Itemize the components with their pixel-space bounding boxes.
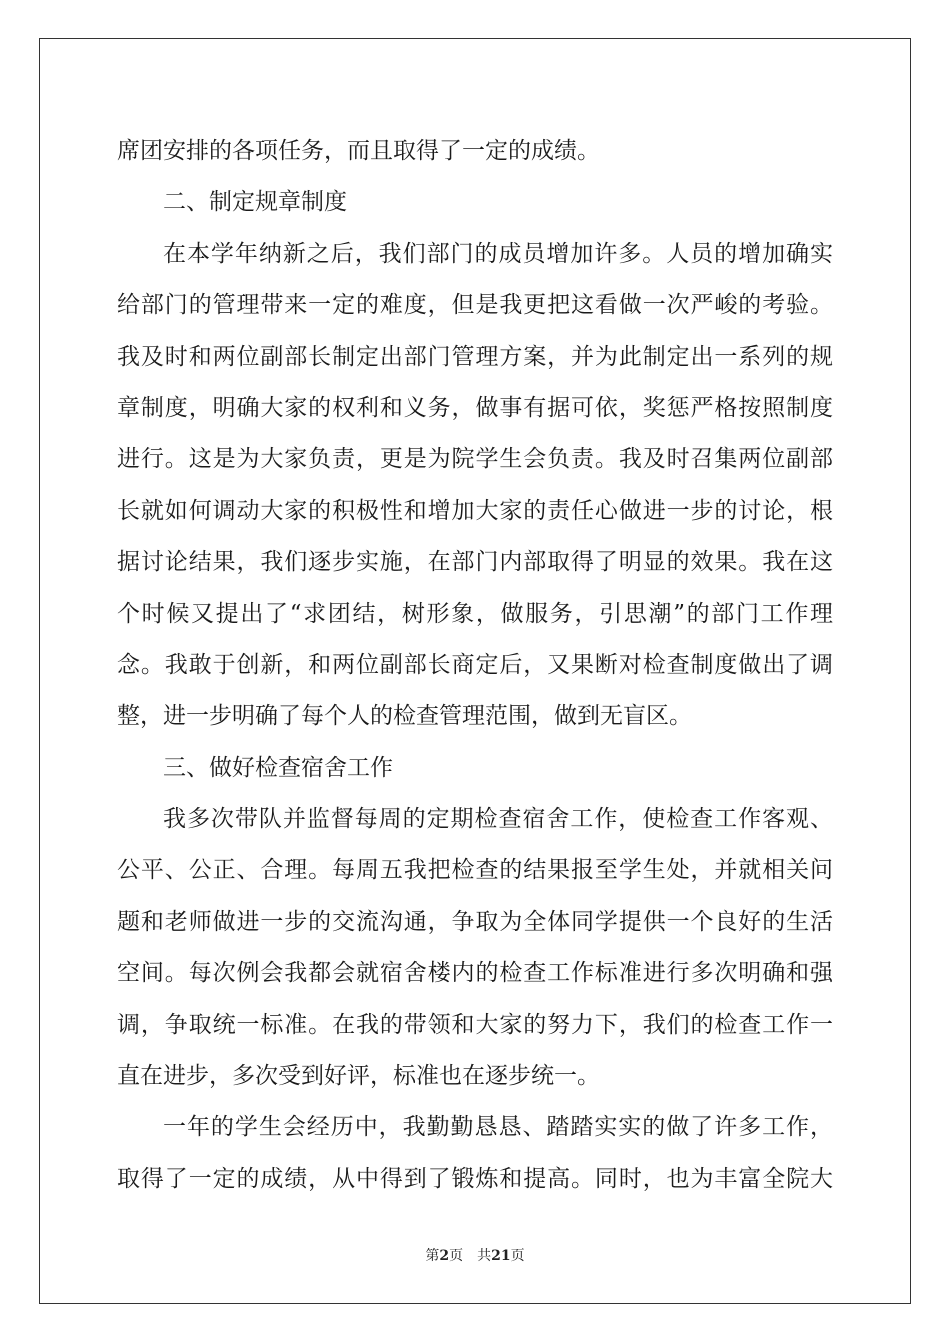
text-line-15: 公平、公正、合理。每周五我把检查的结果报至学生处，并就相关问 — [117, 857, 833, 884]
text-line-18: 调，争取统一标准。在我的带领和大家的努力下，我们的检查工作一 — [117, 1011, 833, 1038]
section-heading-3: 三、做好检查宿舍工作 — [163, 754, 393, 781]
text-line-4: 给部门的管理带来一定的难度，但是我更把这看做一次严峻的考验。 — [117, 292, 833, 319]
text-line-16: 题和老师做进一步的交流沟通，争取为全体同学提供一个良好的生活 — [117, 908, 833, 935]
text-line-5: 我及时和两位副部长制定出部门管理方案，并为此制定出一系列的规 — [117, 343, 833, 370]
text-line-11: 念。我敢于创新，和两位副部长商定后，又果断对检查制度做出了调 — [117, 651, 833, 678]
page-suffix: 页 — [449, 1248, 464, 1264]
text-line-1: 席团安排的各项任务，而且取得了一定的成绩。 — [117, 138, 600, 164]
text-line-8: 长就如何调动大家的积极性和增加大家的责任心做进一步的讨论，根 — [117, 497, 833, 524]
text-line-21: 取得了一定的成绩，从中得到了锻炼和提高。同时，也为丰富全院大 — [117, 1165, 833, 1192]
section-heading-2: 二、制定规章制度 — [163, 189, 347, 216]
total-prefix: 共 — [477, 1248, 492, 1264]
page-footer — [0, 1246, 950, 1266]
total-suffix: 页 — [510, 1248, 525, 1264]
text-line-12: 整，进一步明确了每个人的检查管理范围，做到无盲区。 — [117, 703, 692, 730]
text-line-19: 直在进步，多次受到好评，标准也在逐步统一。 — [117, 1063, 600, 1090]
text-line-20: 一年的学生会经历中，我勤勤恳恳、踏踏实实的做了许多工作， — [163, 1114, 833, 1141]
text-line-10: 个时候又提出了“求团结，树形象，做服务，引思潮”的部门工作理 — [117, 600, 833, 627]
text-line-17: 空间。每次例会我都会就宿舍楼内的检查工作标准进行多次明确和强 — [117, 960, 833, 987]
text-line-6: 章制度，明确大家的权利和义务，做事有据可依，奖惩严格按照制度 — [117, 394, 833, 421]
text-line-14: 我多次带队并监督每周的定期检查宿舍工作，使检查工作客观、 — [163, 806, 833, 833]
page-number: 2 — [439, 1248, 450, 1264]
text-line-3: 在本学年纳新之后，我们部门的成员增加许多。人员的增加确实 — [163, 240, 833, 267]
total-pages: 21 — [491, 1248, 511, 1264]
text-line-9: 据讨论结果，我们逐步实施，在部门内部取得了明显的效果。我在这 — [117, 549, 833, 576]
text-line-7: 进行。这是为大家负责，更是为院学生会负责。我及时召集两位副部 — [117, 446, 833, 473]
page-prefix: 第 — [425, 1248, 440, 1264]
document-body — [117, 126, 833, 1205]
